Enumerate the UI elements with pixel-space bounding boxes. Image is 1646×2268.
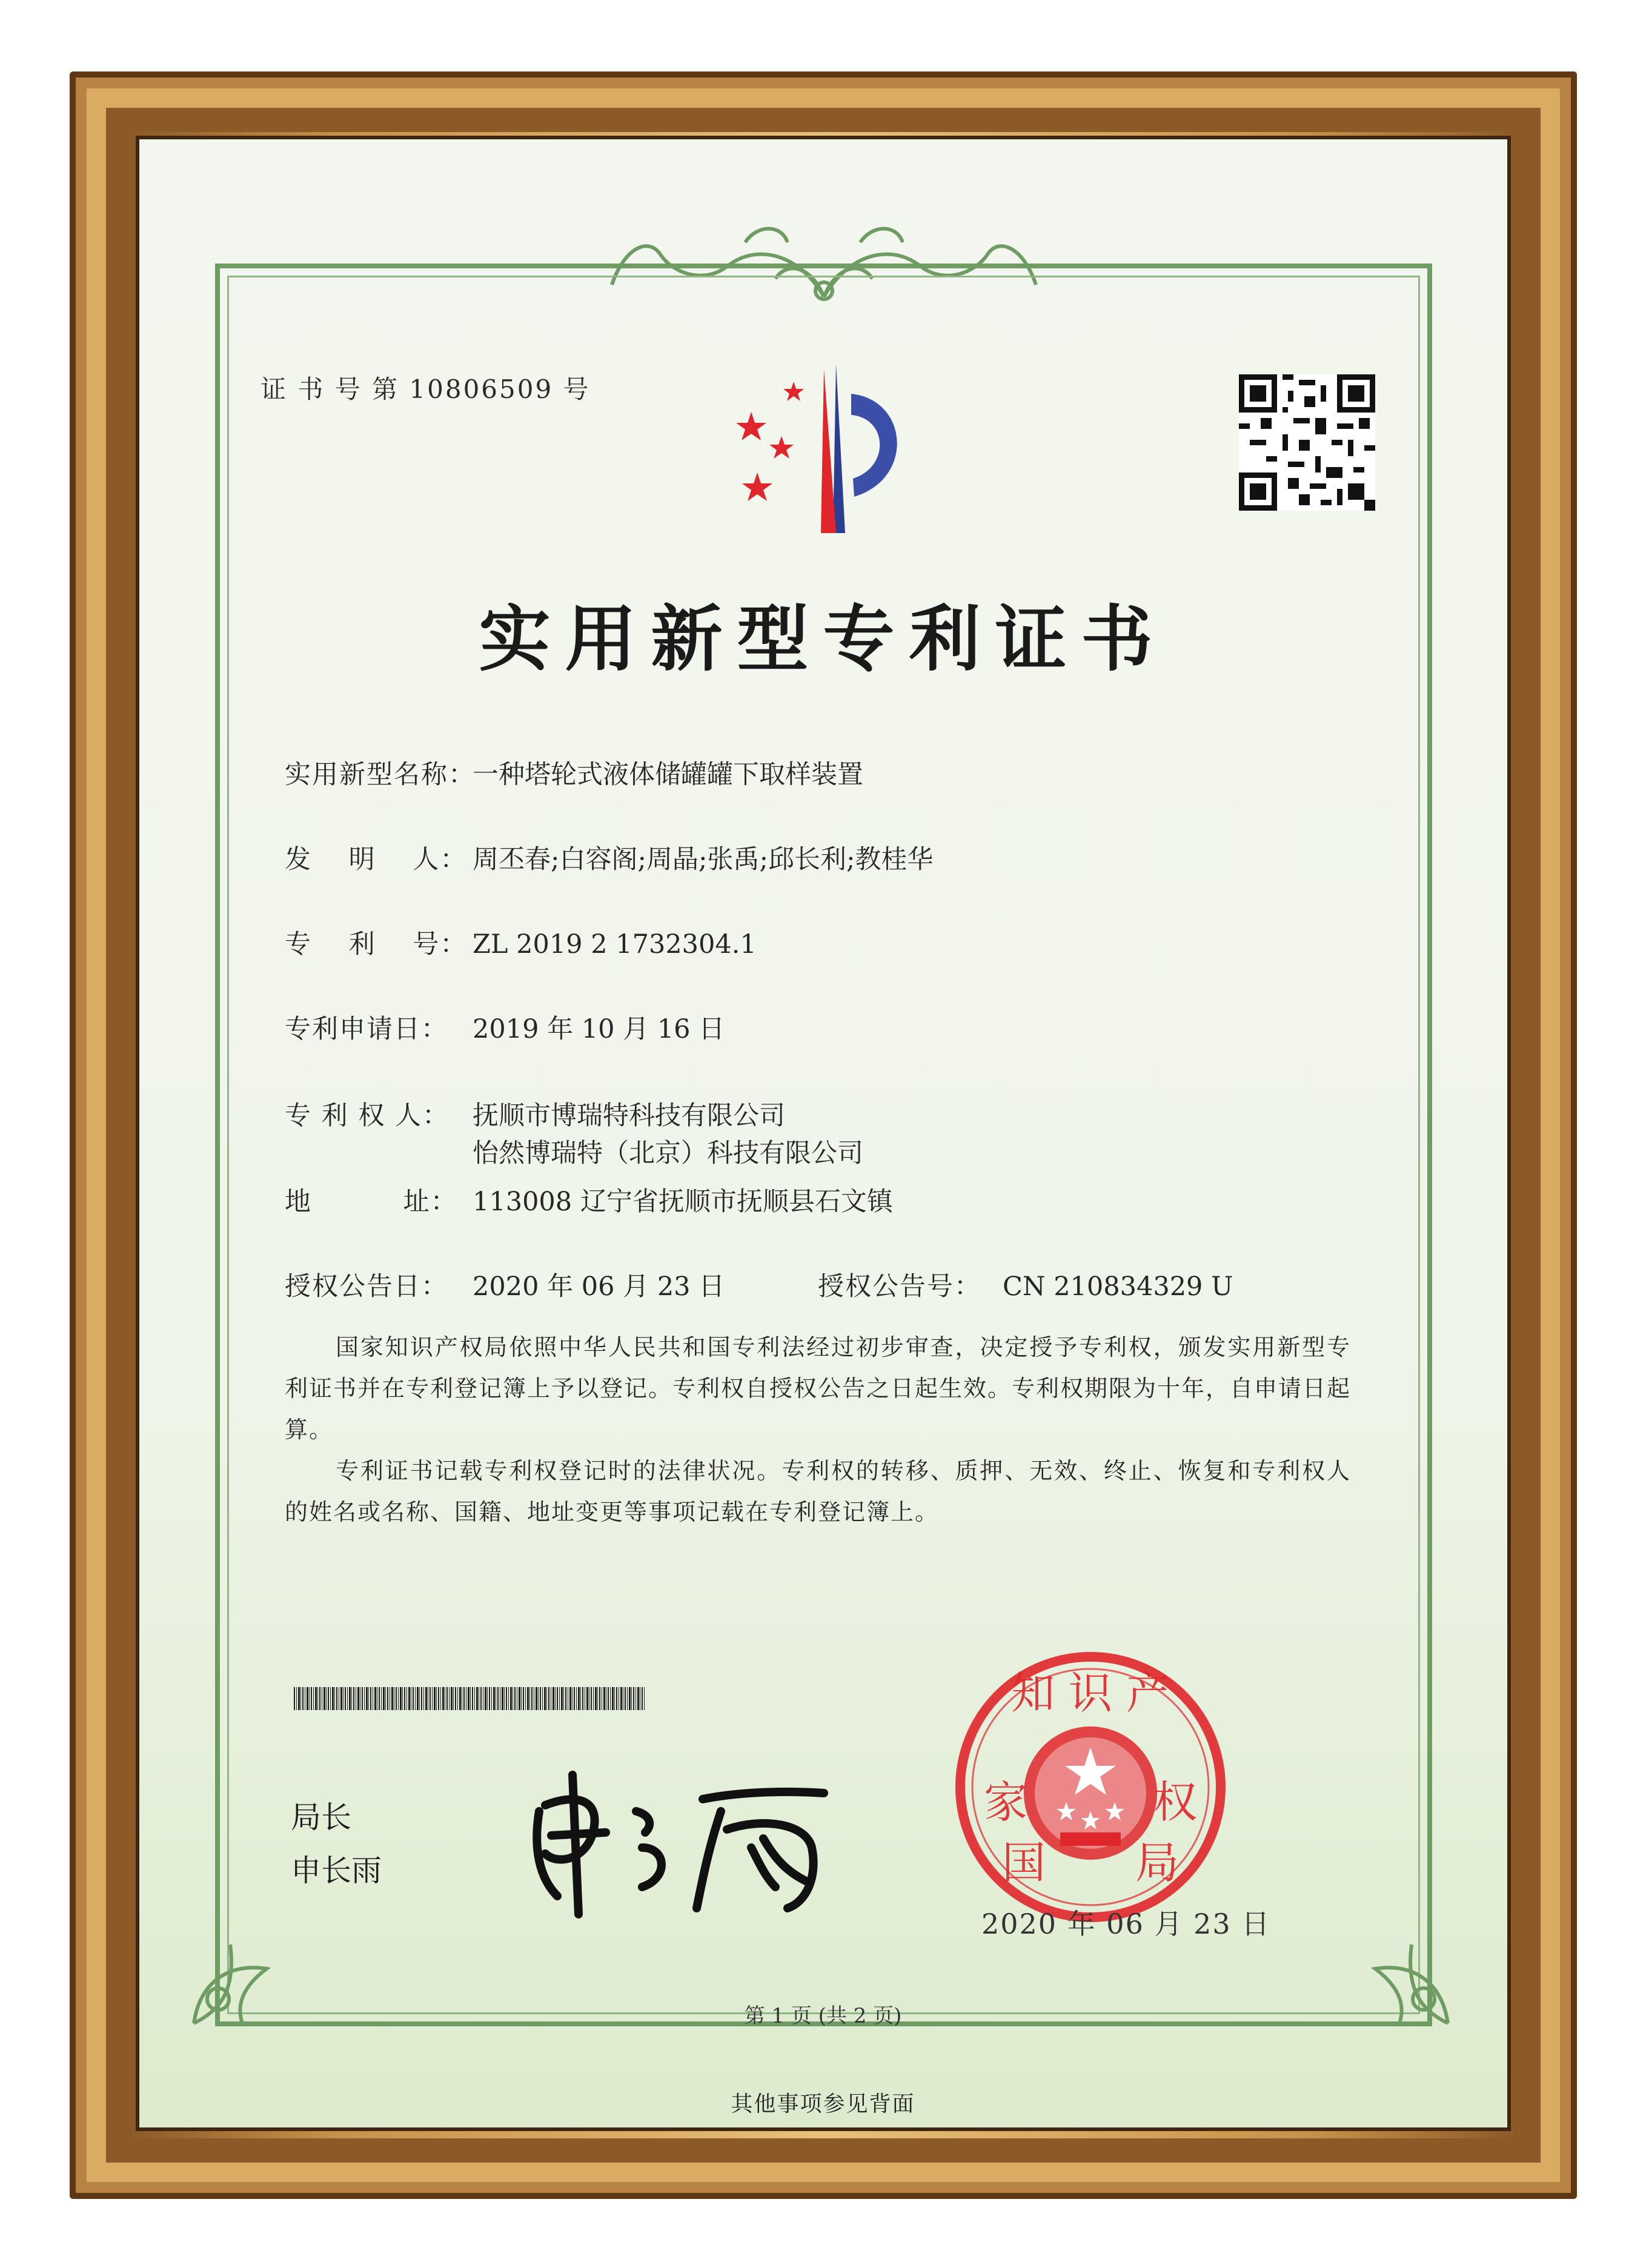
- field-application-date: [285, 1009, 725, 1046]
- field-label: 授权公告号：: [818, 1272, 981, 1302]
- field-value: 抚顺市博瑞特科技有限公司: [473, 1101, 785, 1131]
- field-label: 实用新型名称：: [285, 760, 476, 790]
- svg-text:局: 局: [1135, 1837, 1180, 1888]
- field-grant-number: [818, 1266, 1233, 1303]
- field-patent-number: [285, 924, 757, 961]
- official-seal-icon: [951, 1648, 1230, 1926]
- field-label: 地 址：: [285, 1187, 458, 1217]
- qr-code: [1239, 374, 1375, 511]
- signatory-name: 申长雨: [291, 1853, 382, 1888]
- field-patentee: [285, 1095, 785, 1132]
- seal-date: 2020 年 06 月 23 日: [981, 1908, 1271, 1940]
- handwritten-signature-icon: [521, 1757, 836, 1920]
- field-address: [285, 1181, 893, 1218]
- legal-status-paragraph: 专利证书记载专利权登记时的法律状况。专利权的转移、质押、无效、终止、恢复和专利权人的姓名或名称、国籍、地址变更等事项记载在专利登记簿上。: [285, 1457, 1351, 1525]
- certificate-title: 实用新型专利证书: [479, 597, 1167, 681]
- signatory-title: 局长: [291, 1800, 351, 1835]
- grant-statement-paragraph: 国家知识产权局依照中华人民共和国专利法经过初步审查，决定授予专利权，颁发实用新型专利证书并在专利登记簿上予以登记。专利权自授权公告之日起生效。专利权期限为十年，自申请日起算。: [285, 1334, 1352, 1443]
- field-grant-date: [285, 1266, 725, 1303]
- barcode: [294, 1687, 645, 1710]
- svg-text:家: 家: [983, 1777, 1028, 1828]
- field-label: 专利申请日：: [285, 1014, 448, 1044]
- svg-text:权: 权: [1153, 1777, 1198, 1828]
- back-side-note: 其他事项参见背面: [731, 2092, 915, 2117]
- page-number: 第 1 页 (共 2 页): [744, 2004, 902, 2028]
- field-utility-model-name: [285, 754, 863, 791]
- field-value: 2019 年 10 月 16 日: [473, 1014, 725, 1044]
- field-value: ZL 2019 2 1732304.1: [473, 929, 757, 960]
- field-inventors: [285, 839, 933, 876]
- field-value: 2020 年 06 月 23 日: [473, 1272, 725, 1302]
- field-label: 专 利 权 人：: [285, 1101, 450, 1131]
- svg-text:知 识 产: 知 识 产: [1011, 1668, 1170, 1719]
- field-value: 周丕春;白容阁;周晶;张禹;邱长利;教桂华: [473, 844, 934, 875]
- field-value: 113008 辽宁省抚顺市抚顺县石文镇: [473, 1187, 893, 1217]
- field-value: 一种塔轮式液体储罐罐下取样装置: [473, 760, 863, 790]
- field-label: 专 利 号：: [285, 929, 468, 960]
- field-label: 授权公告日：: [285, 1272, 448, 1302]
- field-value: CN 210834329 U: [1003, 1272, 1233, 1302]
- svg-text:国: 国: [1001, 1837, 1046, 1888]
- patent-emblem-icon: [715, 357, 933, 539]
- field-label: 发 明 人：: [285, 844, 468, 875]
- certificate-number: 证 书 号 第 10806509 号: [261, 374, 591, 404]
- field-patentee-second: 怡然博瑞特（北京）科技有限公司: [473, 1138, 863, 1169]
